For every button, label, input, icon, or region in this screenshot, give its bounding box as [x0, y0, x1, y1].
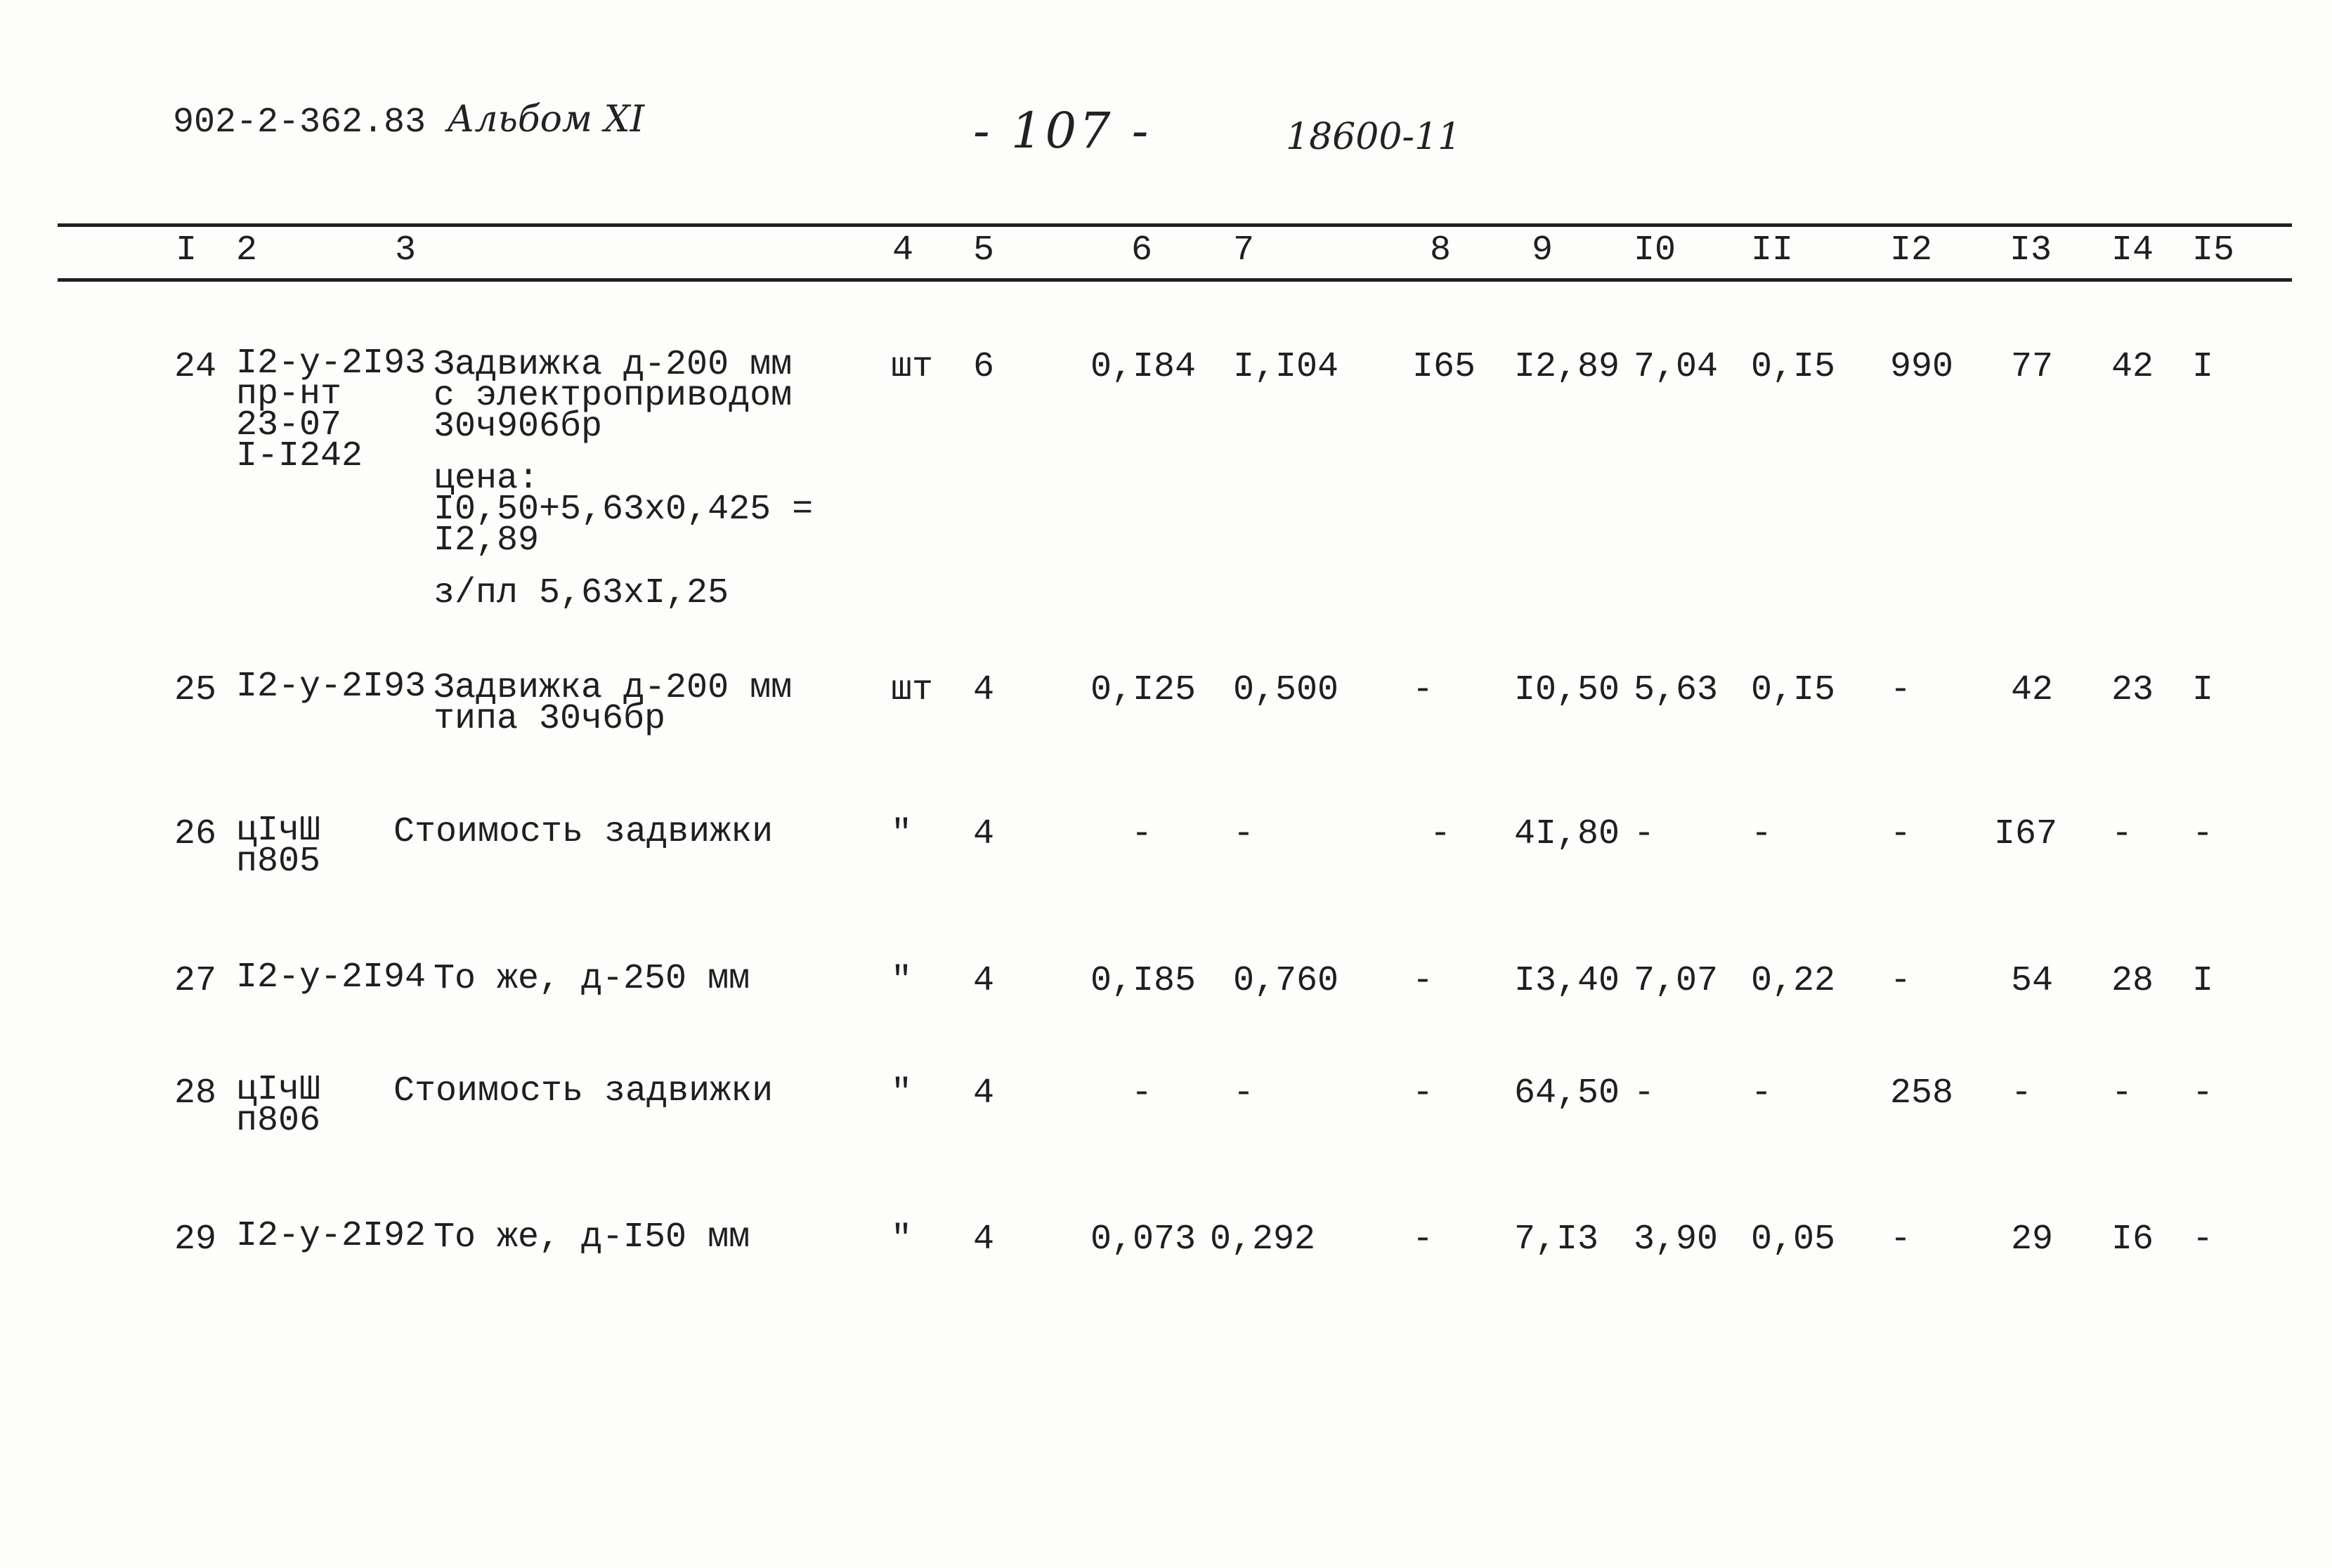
row-col8: -: [1412, 1073, 1434, 1113]
col-header-4: 4: [892, 230, 914, 270]
row-col14: 23: [2111, 670, 2154, 710]
row-qty: 4: [973, 670, 995, 710]
row-qty: 4: [973, 961, 995, 1001]
row-col10: 5,63: [1634, 670, 1719, 710]
row-qty: 4: [973, 1220, 995, 1260]
row-price-note-line: цена:: [434, 459, 540, 499]
row-number: 28: [174, 1073, 217, 1113]
row-description-line: То же, д-250 мм: [434, 959, 750, 999]
col-header-8: 8: [1430, 230, 1452, 270]
row-col10: 7,04: [1634, 347, 1719, 387]
row-price-note-line: I0,50+5,63x0,425 =: [434, 490, 814, 530]
row-col11: 0,05: [1751, 1220, 1836, 1260]
row-code-line: цIчШ: [236, 811, 321, 851]
col-header-1: I: [176, 230, 197, 270]
row-number: 24: [174, 347, 217, 387]
row-col11: -: [1751, 1073, 1773, 1113]
row-col7: 0,760: [1233, 961, 1339, 1001]
row-description: [434, 345, 793, 447]
row-col12: -: [1890, 1220, 1912, 1260]
row-col7: 0,292: [1210, 1220, 1316, 1260]
row-col8: I65: [1412, 347, 1476, 387]
col-header-3: 3: [395, 230, 417, 270]
row-description-line: типа 30ч6бр: [434, 699, 666, 739]
row-col6: -: [1131, 1073, 1153, 1113]
col-header-13: I3: [2009, 230, 2052, 270]
col-header-9: 9: [1532, 230, 1553, 270]
row-col13: 42: [2011, 670, 2054, 710]
row-col10: -: [1634, 814, 1655, 854]
row-col10: 3,90: [1634, 1220, 1719, 1260]
col-header-6: 6: [1131, 230, 1153, 270]
row-col15: I: [2192, 670, 2214, 710]
row-col13: 29: [2011, 1220, 2054, 1260]
row-col7: I,I04: [1233, 347, 1339, 387]
row-col12: 990: [1890, 347, 1954, 387]
row-description: [434, 959, 750, 999]
row-description-line: Стоимость задвижки: [393, 1071, 774, 1111]
row-col7: -: [1233, 814, 1255, 854]
row-code-line: пр-нт: [236, 374, 342, 414]
row-code-line: I2-у-2I94: [236, 958, 426, 998]
row-number: 29: [174, 1220, 217, 1260]
row-col9: I3,40: [1514, 961, 1620, 1001]
row-col12: 258: [1890, 1073, 1954, 1113]
row-col9: 7,I3: [1514, 1220, 1599, 1260]
row-unit: ": [891, 1220, 913, 1260]
row-unit: шт: [891, 670, 934, 710]
row-description: [393, 812, 774, 852]
row-code: [236, 1070, 321, 1141]
col-header-2: 2: [236, 230, 258, 270]
row-col12: -: [1890, 670, 1912, 710]
row-col6: 0,I85: [1090, 961, 1197, 1001]
row-col7: 0,500: [1233, 670, 1339, 710]
row-col12: -: [1890, 814, 1912, 854]
row-code-line: I2-у-2I93: [236, 344, 426, 384]
row-col14: 28: [2111, 961, 2154, 1001]
row-col10: 7,07: [1634, 961, 1719, 1001]
row-description-line: с электроприводом: [434, 376, 793, 416]
row-number: 25: [174, 670, 217, 710]
row-col15: -: [2192, 1220, 2214, 1260]
row-col9: 64,50: [1514, 1073, 1620, 1113]
col-header-15: I5: [2192, 230, 2235, 270]
row-code: [236, 958, 426, 998]
row-price-note: [434, 459, 814, 561]
row-col6: 0,I84: [1090, 347, 1197, 387]
row-col14: 42: [2111, 347, 2154, 387]
page-number: - 107 -: [973, 102, 1152, 159]
row-code-line: цIчШ: [236, 1070, 321, 1110]
row-description: [434, 1217, 750, 1257]
row-col11: -: [1751, 814, 1773, 854]
archive-number: 18600-11: [1286, 116, 1461, 158]
col-header-14: I4: [2111, 230, 2154, 270]
row-code-line: I2-у-2I93: [236, 667, 426, 707]
row-number: 26: [174, 814, 217, 854]
row-col9: 4I,80: [1514, 814, 1620, 854]
album-label: Альбом XI: [447, 98, 645, 141]
row-col14: -: [2111, 1073, 2133, 1113]
row-description: [393, 1071, 774, 1111]
row-description-line: Задвижка д-200 мм: [434, 668, 793, 708]
col-header-7: 7: [1233, 230, 1255, 270]
col-header-10: I0: [1634, 230, 1676, 270]
row-col13: 77: [2011, 347, 2054, 387]
row-unit: ": [891, 961, 913, 1001]
row-qty: 6: [973, 347, 995, 387]
row-unit: шт: [891, 347, 934, 387]
row-col11: 0,I5: [1751, 347, 1836, 387]
row-code: [236, 811, 321, 882]
row-col9: I0,50: [1514, 670, 1620, 710]
row-unit: ": [891, 1073, 913, 1113]
row-price-note-line: I2,89: [434, 521, 540, 561]
row-col14: -: [2111, 814, 2133, 854]
row-col13: -: [2011, 1073, 2033, 1113]
row-description-line: То же, д-I50 мм: [434, 1217, 750, 1257]
row-col10: -: [1634, 1073, 1655, 1113]
row-code-line: 23-07: [236, 405, 342, 445]
row-col13: 54: [2011, 961, 2054, 1001]
row-col15: I: [2192, 347, 2214, 387]
row-col8: -: [1412, 1220, 1434, 1260]
document-code: [173, 98, 644, 143]
col-header-5: 5: [973, 230, 995, 270]
row-code-line: I2-у-2I92: [236, 1216, 426, 1256]
header-rule-top: [58, 223, 2292, 227]
row-col12: -: [1890, 961, 1912, 1001]
row-code: [236, 1216, 426, 1256]
row-col8: -: [1412, 961, 1434, 1001]
col-header-12: I2: [1890, 230, 1933, 270]
row-col8: -: [1430, 814, 1452, 854]
row-number: 27: [174, 961, 217, 1001]
document-code-number: 902-2-362.83: [173, 103, 426, 143]
row-code: [236, 344, 426, 476]
col-header-11: II: [1751, 230, 1794, 270]
row-col15: -: [2192, 1073, 2214, 1113]
row-qty: 4: [973, 814, 995, 854]
row-description: [434, 668, 793, 739]
row-col11: 0,I5: [1751, 670, 1836, 710]
row-col14: I6: [2111, 1220, 2154, 1260]
row-unit: ": [891, 814, 913, 854]
row-col11: 0,22: [1751, 961, 1836, 1001]
row-col8: -: [1412, 670, 1434, 710]
row-col6: 0,073: [1090, 1220, 1197, 1260]
row-code-line: п806: [236, 1101, 321, 1141]
row-wage-note: з/пл 5,63xI,25: [434, 573, 729, 613]
row-qty: 4: [973, 1073, 995, 1113]
row-code-line: п805: [236, 842, 321, 882]
row-col6: 0,I25: [1090, 670, 1197, 710]
row-col13: I67: [1994, 814, 2058, 854]
row-col7: -: [1233, 1073, 1255, 1113]
row-col9: I2,89: [1514, 347, 1620, 387]
row-code-line: I-I242: [236, 436, 363, 476]
header-rule-bottom: [58, 278, 2292, 282]
row-col15: I: [2192, 961, 2214, 1001]
row-col6: -: [1131, 814, 1153, 854]
row-description-line: Задвижка д-200 мм: [434, 345, 793, 385]
row-description-line: 30ч906бр: [434, 407, 603, 447]
row-col15: -: [2192, 814, 2214, 854]
row-code: [236, 667, 426, 707]
row-description-line: Стоимость задвижки: [393, 812, 774, 852]
